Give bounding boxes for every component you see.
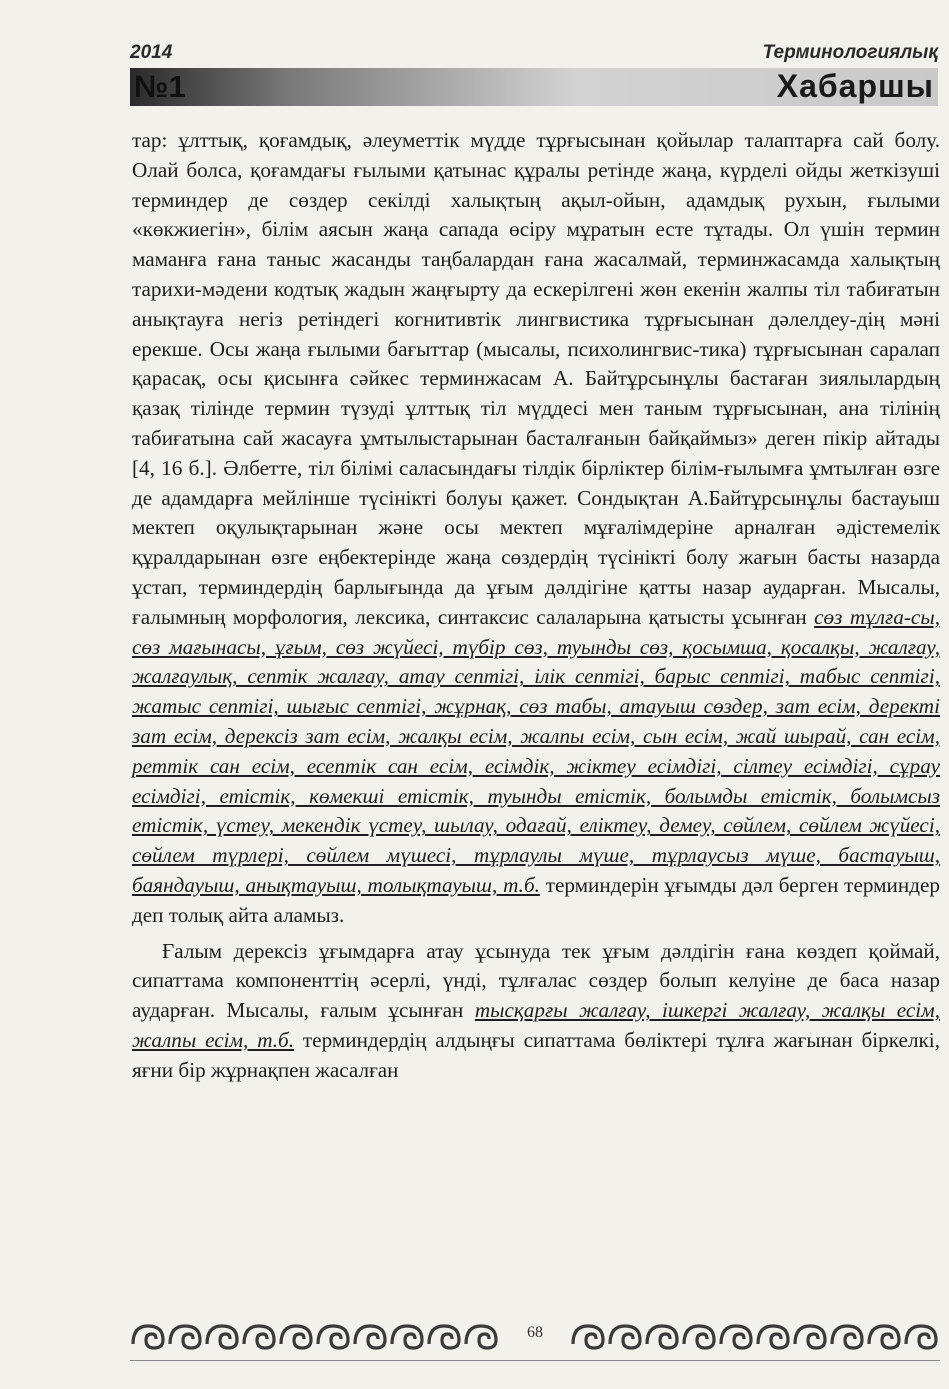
paragraph-2-terms: тысқарғы жалғау, ішкергі жалғау, жалқы есім, жалпы есім, т.б.: [132, 998, 940, 1052]
journal-title-main: Хабаршы: [776, 68, 934, 104]
page-footer: [130, 1320, 940, 1354]
paragraph-1: [132, 126, 940, 931]
paragraph-2-end: терминдердің алдыңғы сипаттама бөліктері тұлға жағынан біркелкі, яғни бір жұрнақпен жасалған: [132, 1027, 940, 1082]
paragraph-2-start: Ғалым дерексіз ұғымдарға атау ұсынуда тек ұғым дәлдігін ғана көздеп қоймай, сипаттама компоненттің әсерлі, үнді, тұлғалас сөздер болып келуіне де баса назар аударған. Мысалы, ғалым ұсынған: [132, 938, 940, 1023]
paragraph-1-end: терминдерін ұғымды дәл берген терминдер деп толық айта аламыз.: [132, 872, 940, 927]
journal-year: 2014: [130, 42, 173, 63]
article-body: [132, 126, 940, 1086]
page-header: [130, 38, 938, 108]
journal-title-top: Терминологиялық: [762, 42, 938, 63]
paragraph-1-terms: сөз тұлға-сы, сөз мағынасы, ұғым, сөз жүйесі, түбір сөз, туынды сөз, қосымша, қосалқы, жалғау, жалғаулық, септік жалғау, атау септігі, ілік септігі, барыс септігі, табыс септігі, жатыс септігі, шығыс септігі, жұрнақ, сөз табы, атауыш сөздер, зат есім, деректі зат есім, дерексіз зат есім, жалқы есім, жалпы есім, сын есім, жай шырай, сан есім, реттік сан есім, есептік сан есім, есімдік, жіктеу есімдігі, сілтеу есімдігі, сұрау есімдігі, етістік, көмекші етістік, туынды етістік, болымды етістік, болымсыз етістік, үстеу, мекендік үстеу, шылау, одағай, еліктеу, демеу, сөйлем, сөйлем жүйесі, сөйлем түрлері, сөйлем мүшесі, тұрлаулы мүше, тұрлаусыз мүше, бастауыш, баяндауыш, анықтауыш, толықтауыш, т.б.: [132, 604, 940, 897]
footer-divider: [130, 1360, 940, 1361]
page-number: 68: [527, 1324, 543, 1341]
paragraph-1-start: тар: ұлттық, қоғамдық, әлеуметтік мүдде тұрғысынан қойылар талаптарға сай болу. Олай болса, қоғамдағы ғылыми қатынас құралы ретінде жаңа, күрделі ойды жеткізуші терминдер де сөздер секілді халықтың ақыл-ойын, адамдық рухын, ғылыми «көкжиегін», білім аясын жаңа сапада өсіру мұратын есте тұтады. Ол үшін термин маманға ғана таныс жасанды таңбалардан ғана жасалмай, терминжасамда халықтың тарихи-мәдени кодтық жадын жаңғырту да ескерілгені жөн екенін жалпы тіл табиғатын анықтауға негіз ретіндегі когнитивтік лингвистика тұрғысынан дәлелдеу-дің мәні ерекше. Осы жаңа ғылыми бағыттар (мысалы, психолингвис-тика) тұрғысынан саралап қарасақ, осы қисынға сәйкес терминжасам А. Байтұрсынұлы бастаған зиялылардың қазақ тілінде термин түзуді ұлттық тіл мүддесі мен таным тұрғысынан, ана тілінің табиғатына сай жасауға ұмтылыстарынан басталғанын байқаймыз» деген пікір айтады [4, 16 б.]. Әлбетте, тіл білімі саласындағы тілдік бірліктер білім-ғылымға ұмтылған өзге де адамдарға мейлінше түсінікті болуы қажет. Сондықтан А.Байтұрсынұлы бастауыш мектеп оқулықтарынан және осы мектеп мұғалімдеріне арналған әдістемелік құралдарынан өзге еңбектерінде жаңа сөздердің түсінікті болу жағын басты назарда ұстап, терминдердің барлығында да ұғым дәлдігіне қатты назар аударған. Мысалы, ғалымның морфология, лексика, синтаксис салаларына қатысты ұсынған: [132, 128, 940, 629]
ornament-right-icon: [570, 1320, 940, 1354]
paragraph-2: [132, 937, 940, 1086]
journal-issue: №1: [134, 69, 186, 104]
